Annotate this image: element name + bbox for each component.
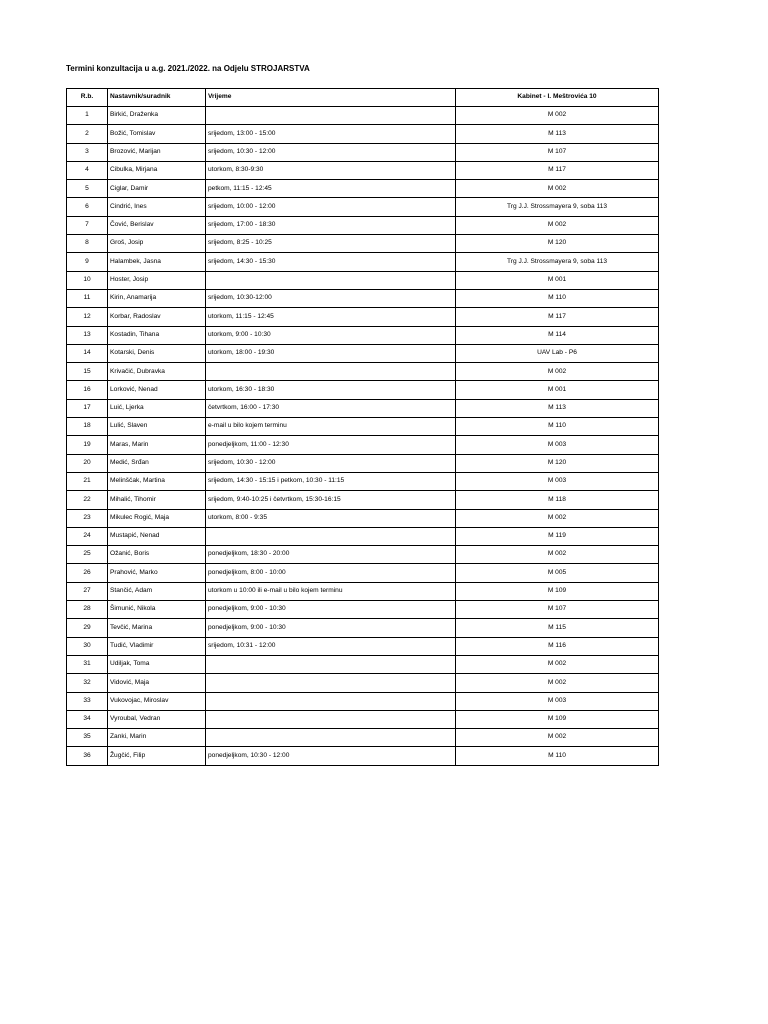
consultation-time-cell: ponedjeljkom, 10:30 - 12:00 bbox=[206, 747, 456, 765]
consultation-time-cell: utorkom, 8:00 - 9:35 bbox=[206, 509, 456, 527]
consultation-time-cell: utorkom, 9:00 - 10:30 bbox=[206, 326, 456, 344]
office-room-cell: M 115 bbox=[456, 619, 659, 637]
row-number-cell: 33 bbox=[67, 692, 108, 710]
office-room-cell: M 110 bbox=[456, 418, 659, 436]
teacher-name-cell: Lorković, Nenad bbox=[108, 381, 206, 399]
office-room-cell: M 109 bbox=[456, 582, 659, 600]
office-room-cell: M 002 bbox=[456, 180, 659, 198]
consultation-time-cell: utorkom, 16:30 - 18:30 bbox=[206, 381, 456, 399]
teacher-name-cell: Luić, Ljerka bbox=[108, 399, 206, 417]
office-room-cell: M 114 bbox=[456, 326, 659, 344]
teacher-name-cell: Cindrić, Ines bbox=[108, 198, 206, 216]
office-room-cell: M 107 bbox=[456, 601, 659, 619]
teacher-name-cell: Udiljak, Toma bbox=[108, 655, 206, 673]
table-row bbox=[67, 436, 659, 454]
consultation-time-cell bbox=[206, 527, 456, 545]
table-row bbox=[67, 381, 659, 399]
table-row bbox=[67, 527, 659, 545]
office-room-cell: M 002 bbox=[456, 107, 659, 125]
consultation-time-cell bbox=[206, 729, 456, 747]
office-room-cell: M 110 bbox=[456, 289, 659, 307]
office-room-cell: M 002 bbox=[456, 546, 659, 564]
table-row bbox=[67, 601, 659, 619]
office-room-cell: M 120 bbox=[456, 454, 659, 472]
consultation-time-cell: petkom, 11:15 - 12:45 bbox=[206, 180, 456, 198]
row-number-cell: 16 bbox=[67, 381, 108, 399]
row-number-cell: 32 bbox=[67, 674, 108, 692]
office-room-cell: M 002 bbox=[456, 729, 659, 747]
row-number-cell: 27 bbox=[67, 582, 108, 600]
table-row bbox=[67, 326, 659, 344]
table-header bbox=[67, 89, 659, 107]
office-room-cell: M 002 bbox=[456, 509, 659, 527]
table-row bbox=[67, 161, 659, 179]
table-row bbox=[67, 509, 659, 527]
table-row bbox=[67, 107, 659, 125]
row-number-cell: 19 bbox=[67, 436, 108, 454]
table-row bbox=[67, 546, 659, 564]
table-row bbox=[67, 235, 659, 253]
office-room-cell: M 113 bbox=[456, 125, 659, 143]
consultation-time-cell: utorkom u 10:00 ili e-mail u bilo kojem terminu bbox=[206, 582, 456, 600]
row-number-cell: 11 bbox=[67, 289, 108, 307]
consultation-time-cell: ponedjeljkom, 8:00 - 10:00 bbox=[206, 564, 456, 582]
office-room-cell: Trg J.J. Strossmayera 9, soba 113 bbox=[456, 198, 659, 216]
office-room-cell: M 107 bbox=[456, 143, 659, 161]
row-number-cell: 14 bbox=[67, 344, 108, 362]
table-row bbox=[67, 564, 659, 582]
row-number-cell: 28 bbox=[67, 601, 108, 619]
header-name: Nastavnik/suradnik bbox=[108, 89, 206, 107]
consultation-time-cell: srijedom, 14:30 - 15:30 bbox=[206, 253, 456, 271]
teacher-name-cell: Prahović, Marko bbox=[108, 564, 206, 582]
consultation-time-cell: srijedom, 10:00 - 12:00 bbox=[206, 198, 456, 216]
row-number-cell: 18 bbox=[67, 418, 108, 436]
header-time: Vrijeme bbox=[206, 89, 456, 107]
row-number-cell: 6 bbox=[67, 198, 108, 216]
table-body bbox=[67, 107, 659, 766]
row-number-cell: 9 bbox=[67, 253, 108, 271]
consultation-time-cell bbox=[206, 107, 456, 125]
teacher-name-cell: Kirin, Anamarija bbox=[108, 289, 206, 307]
office-room-cell: M 001 bbox=[456, 381, 659, 399]
office-room-cell: M 109 bbox=[456, 710, 659, 728]
row-number-cell: 35 bbox=[67, 729, 108, 747]
table-row bbox=[67, 619, 659, 637]
consultation-time-cell bbox=[206, 710, 456, 728]
consultation-time-cell: ponedjeljkom, 9:00 - 10:30 bbox=[206, 619, 456, 637]
office-room-cell: M 005 bbox=[456, 564, 659, 582]
teacher-name-cell: Melinščak, Martina bbox=[108, 472, 206, 490]
teacher-name-cell: Vidović, Maja bbox=[108, 674, 206, 692]
teacher-name-cell: Kotarski, Denis bbox=[108, 344, 206, 362]
row-number-cell: 2 bbox=[67, 125, 108, 143]
teacher-name-cell: Vyroubal, Vedran bbox=[108, 710, 206, 728]
row-number-cell: 31 bbox=[67, 655, 108, 673]
office-room-cell: M 120 bbox=[456, 235, 659, 253]
row-number-cell: 4 bbox=[67, 161, 108, 179]
row-number-cell: 5 bbox=[67, 180, 108, 198]
teacher-name-cell: Halambek, Jasna bbox=[108, 253, 206, 271]
office-room-cell: M 119 bbox=[456, 527, 659, 545]
teacher-name-cell: Stančić, Adam bbox=[108, 582, 206, 600]
teacher-name-cell: Božić, Tomislav bbox=[108, 125, 206, 143]
table-row bbox=[67, 655, 659, 673]
office-room-cell: M 118 bbox=[456, 491, 659, 509]
teacher-name-cell: Cibulka, Mirjana bbox=[108, 161, 206, 179]
row-number-cell: 13 bbox=[67, 326, 108, 344]
teacher-name-cell: Groš, Josip bbox=[108, 235, 206, 253]
header-row bbox=[67, 89, 659, 107]
consultation-time-cell: srijedom, 10:30 - 12:00 bbox=[206, 143, 456, 161]
row-number-cell: 36 bbox=[67, 747, 108, 765]
consultation-time-cell: utorkom, 11:15 - 12:45 bbox=[206, 308, 456, 326]
teacher-name-cell: Maras, Marin bbox=[108, 436, 206, 454]
consultation-time-cell: utorkom, 18:00 - 19:30 bbox=[206, 344, 456, 362]
office-room-cell: M 003 bbox=[456, 692, 659, 710]
consultation-time-cell bbox=[206, 674, 456, 692]
consultation-time-cell: srijedom, 8:25 - 10:25 bbox=[206, 235, 456, 253]
row-number-cell: 24 bbox=[67, 527, 108, 545]
row-number-cell: 15 bbox=[67, 363, 108, 381]
teacher-name-cell: Hoster, Josip bbox=[108, 271, 206, 289]
row-number-cell: 21 bbox=[67, 472, 108, 490]
teacher-name-cell: Žugčić, Filip bbox=[108, 747, 206, 765]
table-row bbox=[67, 710, 659, 728]
row-number-cell: 30 bbox=[67, 637, 108, 655]
teacher-name-cell: Ciglar, Damir bbox=[108, 180, 206, 198]
teacher-name-cell: Tudić, Vladimir bbox=[108, 637, 206, 655]
teacher-name-cell: Kostadin, Tihana bbox=[108, 326, 206, 344]
office-room-cell: M 003 bbox=[456, 472, 659, 490]
consultation-time-cell bbox=[206, 692, 456, 710]
teacher-name-cell: Mikulec Rogić, Maja bbox=[108, 509, 206, 527]
row-number-cell: 22 bbox=[67, 491, 108, 509]
consultation-time-cell: srijedom, 13:00 - 15:00 bbox=[206, 125, 456, 143]
row-number-cell: 3 bbox=[67, 143, 108, 161]
consultation-time-cell: srijedom, 10:30-12:00 bbox=[206, 289, 456, 307]
teacher-name-cell: Vukovojac, Miroslav bbox=[108, 692, 206, 710]
row-number-cell: 8 bbox=[67, 235, 108, 253]
table-row bbox=[67, 363, 659, 381]
teacher-name-cell: Krivačić, Dubravka bbox=[108, 363, 206, 381]
table-row bbox=[67, 729, 659, 747]
office-room-cell: M 116 bbox=[456, 637, 659, 655]
consultation-time-cell: ponedjeljkom, 18:30 - 20:00 bbox=[206, 546, 456, 564]
consultation-time-cell: srijedom, 10:30 - 12:00 bbox=[206, 454, 456, 472]
row-number-cell: 17 bbox=[67, 399, 108, 417]
office-room-cell: UAV Lab - P6 bbox=[456, 344, 659, 362]
table-row bbox=[67, 125, 659, 143]
table-row bbox=[67, 747, 659, 765]
teacher-name-cell: Mihalić, Tihomir bbox=[108, 491, 206, 509]
table-row bbox=[67, 216, 659, 234]
table-row bbox=[67, 637, 659, 655]
table-row bbox=[67, 491, 659, 509]
table-row bbox=[67, 472, 659, 490]
table-row bbox=[67, 143, 659, 161]
teacher-name-cell: Brozović, Marijan bbox=[108, 143, 206, 161]
row-number-cell: 23 bbox=[67, 509, 108, 527]
table-row bbox=[67, 344, 659, 362]
row-number-cell: 1 bbox=[67, 107, 108, 125]
row-number-cell: 34 bbox=[67, 710, 108, 728]
office-room-cell: Trg J.J. Strossmayera 9, soba 113 bbox=[456, 253, 659, 271]
consultation-time-cell bbox=[206, 655, 456, 673]
office-room-cell: M 003 bbox=[456, 436, 659, 454]
table-row bbox=[67, 399, 659, 417]
table-row bbox=[67, 418, 659, 436]
consultation-time-cell: srijedom, 14:30 - 15:15 i petkom, 10:30 - 11:15 bbox=[206, 472, 456, 490]
teacher-name-cell: Zanki, Marin bbox=[108, 729, 206, 747]
row-number-cell: 20 bbox=[67, 454, 108, 472]
row-number-cell: 26 bbox=[67, 564, 108, 582]
row-number-cell: 12 bbox=[67, 308, 108, 326]
consultation-time-cell: utorkom, 8:30-9:30 bbox=[206, 161, 456, 179]
office-room-cell: M 117 bbox=[456, 308, 659, 326]
office-room-cell: M 001 bbox=[456, 271, 659, 289]
table-row bbox=[67, 253, 659, 271]
table-row bbox=[67, 692, 659, 710]
consultation-time-cell: ponedjeljkom, 9:00 - 10:30 bbox=[206, 601, 456, 619]
consultation-time-cell: srijedom, 17:00 - 18:30 bbox=[206, 216, 456, 234]
table-row bbox=[67, 271, 659, 289]
table-row bbox=[67, 198, 659, 216]
document-title: Termini konzultacija u a.g. 2021./2022. na Odjelu STROJARSTVA bbox=[66, 64, 310, 73]
row-number-cell: 10 bbox=[67, 271, 108, 289]
teacher-name-cell: Šimunić, Nikola bbox=[108, 601, 206, 619]
header-rb: R.b. bbox=[67, 89, 108, 107]
consultation-time-cell: četvrtkom, 16:00 - 17:30 bbox=[206, 399, 456, 417]
teacher-name-cell: Lulić, Slaven bbox=[108, 418, 206, 436]
teacher-name-cell: Tevčić, Marina bbox=[108, 619, 206, 637]
table-row bbox=[67, 582, 659, 600]
office-room-cell: M 117 bbox=[456, 161, 659, 179]
office-room-cell: M 002 bbox=[456, 655, 659, 673]
consultation-time-cell bbox=[206, 271, 456, 289]
office-room-cell: M 110 bbox=[456, 747, 659, 765]
header-room: Kabinet - I. Meštrovića 10 bbox=[456, 89, 659, 107]
teacher-name-cell: Ožanić, Boris bbox=[108, 546, 206, 564]
office-room-cell: M 113 bbox=[456, 399, 659, 417]
teacher-name-cell: Mustapić, Nenad bbox=[108, 527, 206, 545]
row-number-cell: 25 bbox=[67, 546, 108, 564]
teacher-name-cell: Medić, Srđan bbox=[108, 454, 206, 472]
teacher-name-cell: Korbar, Radoslav bbox=[108, 308, 206, 326]
table-row bbox=[67, 308, 659, 326]
consultation-table bbox=[66, 88, 659, 766]
row-number-cell: 29 bbox=[67, 619, 108, 637]
table-row bbox=[67, 289, 659, 307]
consultation-time-cell: srijedom, 9:40-10:25 i četvrtkom, 15:30-16:15 bbox=[206, 491, 456, 509]
office-room-cell: M 002 bbox=[456, 216, 659, 234]
teacher-name-cell: Birkić, Draženka bbox=[108, 107, 206, 125]
consultation-time-cell bbox=[206, 363, 456, 381]
consultation-time-cell: srijedom, 10:31 - 12:00 bbox=[206, 637, 456, 655]
table-row bbox=[67, 454, 659, 472]
office-room-cell: M 002 bbox=[456, 674, 659, 692]
row-number-cell: 7 bbox=[67, 216, 108, 234]
table-row bbox=[67, 180, 659, 198]
table-row bbox=[67, 674, 659, 692]
office-room-cell: M 002 bbox=[456, 363, 659, 381]
teacher-name-cell: Čović, Berislav bbox=[108, 216, 206, 234]
consultation-time-cell: ponedjeljkom, 11:00 - 12:30 bbox=[206, 436, 456, 454]
consultation-time-cell: e-mail u bilo kojem terminu bbox=[206, 418, 456, 436]
